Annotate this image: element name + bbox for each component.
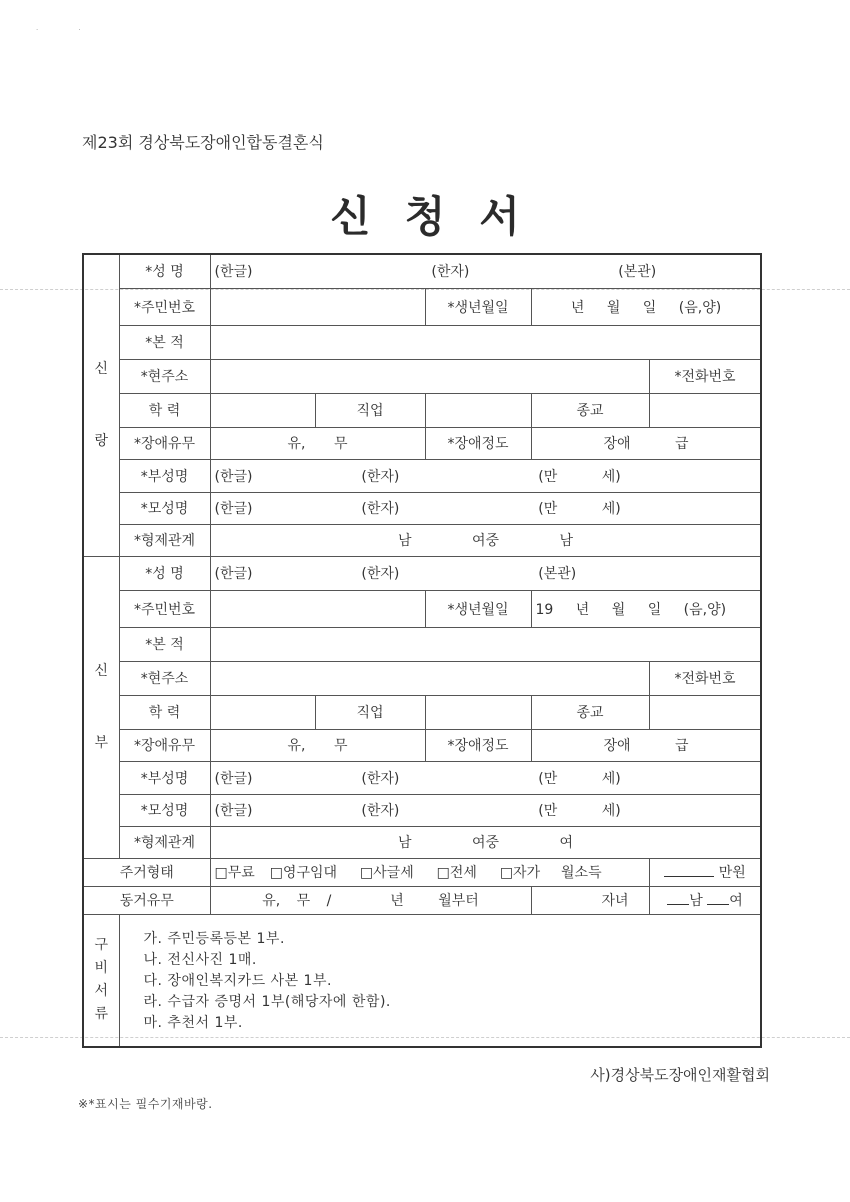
- organization-name: 사)경상북도장애인재활협회: [590, 1066, 770, 1084]
- documents-label-char: 비: [94, 960, 109, 976]
- event-title: 제23회 경상북도장애인합동결혼식: [82, 133, 324, 152]
- groom-father-field[interactable]: [210, 459, 761, 492]
- groom-father-row: [83, 459, 761, 492]
- housing-option-monthly-rent[interactable]: □사글세: [359, 865, 414, 881]
- bride-religion-label: 종교: [531, 695, 649, 729]
- children-female-label: 여: [729, 893, 743, 909]
- groom-id-label: * 주민번호: [119, 288, 210, 325]
- scan-specks: ··: [36, 26, 121, 34]
- groom-label-char: 랑: [94, 433, 109, 450]
- bride-father-age: (만 세): [538, 770, 621, 787]
- housing-option-permanent-rental[interactable]: □영구임대: [269, 865, 338, 881]
- groom-birth-label: * 생년월일: [425, 288, 531, 325]
- bride-father-hanja: (한자): [361, 770, 400, 787]
- bride-edu-label: 학 력: [119, 695, 210, 729]
- bride-sibling-row: [83, 826, 761, 858]
- children-male-label: 남: [689, 893, 703, 909]
- documents-list-item: 나. 전신사진 1매.: [143, 951, 257, 968]
- groom-mother-field[interactable]: [210, 492, 761, 524]
- groom-grade-label: * 장애정도: [425, 427, 531, 459]
- groom-name-hangul: (한글): [214, 264, 253, 281]
- groom-disability-label: * 장애유무: [119, 427, 210, 459]
- documents-list: [119, 914, 761, 1047]
- children-label: 자녀: [531, 886, 649, 914]
- cohabit-label: 동거유무: [83, 886, 210, 914]
- cohabit-since: 년 월부터: [390, 893, 479, 909]
- cohabit-row: [83, 886, 761, 914]
- income-unit: 만원: [718, 865, 746, 881]
- groom-sibling-label: * 형제관계: [119, 524, 210, 556]
- documents-list-item: 다. 장애인복지카드 사본 1부.: [143, 972, 332, 989]
- groom-mother-hanja: (한자): [361, 501, 400, 517]
- groom-name-row: [83, 254, 761, 288]
- housing-options: [210, 858, 649, 886]
- groom-mother-row: [83, 492, 761, 524]
- bride-name-origin: (본관): [538, 566, 577, 582]
- bride-job-field[interactable]: [425, 695, 531, 729]
- groom-name-hanja: (한자): [431, 264, 470, 281]
- bride-sibling-label: * 형제관계: [119, 826, 210, 858]
- documents-label-char: 서: [94, 983, 109, 999]
- groom-religion-label: 종교: [531, 393, 649, 427]
- housing-option-owned[interactable]: □자가: [499, 865, 541, 881]
- bride-mother-row: [83, 794, 761, 826]
- documents-label-char: 구: [94, 937, 109, 953]
- bride-father-label: * 부성명: [119, 761, 210, 794]
- bride-domicile-label: * 본 적: [119, 627, 210, 661]
- groom-sibling-row: [83, 524, 761, 556]
- groom-address-row: [83, 359, 761, 393]
- cohabit-field[interactable]: [210, 886, 531, 914]
- groom-religion-field[interactable]: [649, 393, 761, 427]
- groom-edu-field[interactable]: [210, 393, 315, 427]
- bride-job-label: 직업: [315, 695, 425, 729]
- required-fields-note: ※*표시는 필수기재바랑.: [78, 1097, 213, 1111]
- groom-address-field[interactable]: [210, 359, 649, 393]
- documents-list-item: 가. 주민등록등본 1부.: [143, 930, 285, 947]
- groom-mother-label: * 모성명: [119, 492, 210, 524]
- children-female-blank[interactable]: [707, 890, 729, 905]
- groom-name-field[interactable]: [210, 254, 761, 288]
- groom-mother-age: (만 세): [538, 501, 621, 517]
- groom-sibling-field[interactable]: 남 여중 남: [210, 524, 761, 556]
- groom-id-row: [83, 288, 761, 325]
- income-field[interactable]: [649, 858, 761, 886]
- groom-label-char: 신: [94, 361, 109, 378]
- bride-mother-hanja: (한자): [361, 803, 400, 819]
- bride-name-label: * 성 명: [119, 556, 210, 590]
- bride-birth-label: * 생년월일: [425, 590, 531, 627]
- bride-disability-field[interactable]: 유, 무: [210, 729, 425, 761]
- bride-label-char: 신: [94, 663, 109, 679]
- groom-name-origin: (본관): [618, 264, 657, 281]
- bride-name-hangul: (한글): [214, 566, 253, 582]
- bride-father-hangul: (한글): [214, 770, 253, 787]
- bride-disability-row: [83, 729, 761, 761]
- bride-domicile-row: [83, 627, 761, 661]
- groom-edu-row: [83, 393, 761, 427]
- bride-mother-hangul: (한글): [214, 803, 253, 819]
- children-male-blank[interactable]: [667, 890, 689, 905]
- bride-grade-label: * 장애정도: [425, 729, 531, 761]
- housing-option-jeonse[interactable]: □전세: [436, 865, 477, 881]
- children-field[interactable]: [649, 886, 761, 914]
- bride-birth-field[interactable]: 19 년 월 일 (음,양): [531, 590, 761, 627]
- bride-sibling-field[interactable]: 남 여중 여: [210, 826, 761, 858]
- groom-name-label: * 성 명: [119, 254, 210, 288]
- groom-domicile-row: [83, 325, 761, 359]
- income-label: 월소득: [561, 865, 602, 881]
- income-blank[interactable]: [664, 862, 714, 877]
- bride-label-char: 부: [94, 735, 109, 751]
- bride-mother-field[interactable]: [210, 794, 761, 826]
- documents-row: [83, 914, 761, 1047]
- documents-list-item: 라. 수급자 증명서 1부(해당자에 한함).: [143, 993, 391, 1010]
- documents-list-item: 마. 추천서 1부.: [143, 1014, 243, 1031]
- groom-grade-field[interactable]: 장애 급: [531, 427, 761, 459]
- groom-father-hangul: (한글): [214, 468, 253, 485]
- bride-id-field[interactable]: [210, 590, 425, 627]
- groom-section-label: [83, 254, 119, 556]
- groom-father-age: (만 세): [538, 468, 621, 485]
- groom-edu-label: 학 력: [119, 393, 210, 427]
- bride-address-field[interactable]: [210, 661, 649, 695]
- bride-edu-row: [83, 695, 761, 729]
- cohabit-value: 유, 무 /: [262, 893, 332, 909]
- bride-domicile-field[interactable]: [210, 627, 761, 661]
- bride-father-field[interactable]: [210, 761, 761, 794]
- bride-address-row: [83, 661, 761, 695]
- groom-domicile-field[interactable]: [210, 325, 761, 359]
- bride-grade-field[interactable]: 장애 급: [531, 729, 761, 761]
- bride-phone-label: * 전화번호: [649, 661, 761, 695]
- groom-job-label: 직업: [315, 393, 425, 427]
- bride-mother-label: * 모성명: [119, 794, 210, 826]
- document-title: 신청서: [330, 192, 554, 241]
- groom-job-field[interactable]: [425, 393, 531, 427]
- bride-id-row: [83, 590, 761, 627]
- groom-birth-field[interactable]: 년 월 일 (음,양): [531, 288, 761, 325]
- groom-mother-hangul: (한글): [214, 501, 253, 517]
- documents-label-char: 류: [94, 1006, 109, 1022]
- bride-mother-age: (만 세): [538, 803, 621, 819]
- groom-id-field[interactable]: [210, 288, 425, 325]
- bride-disability-label: * 장애유무: [119, 729, 210, 761]
- groom-address-label: * 현주소: [119, 359, 210, 393]
- bride-religion-field[interactable]: [649, 695, 761, 729]
- groom-domicile-label: * 본 적: [119, 325, 210, 359]
- housing-row: [83, 858, 761, 886]
- bride-id-label: * 주민번호: [119, 590, 210, 627]
- bride-name-row: [83, 556, 761, 590]
- housing-label: 주거형태: [83, 858, 210, 886]
- housing-option-free[interactable]: □무료: [214, 865, 255, 881]
- bride-edu-field[interactable]: [210, 695, 315, 729]
- bride-name-field[interactable]: [210, 556, 761, 590]
- groom-father-label: * 부성명: [119, 459, 210, 492]
- bride-section-label: [83, 556, 119, 858]
- application-form: [82, 253, 762, 1048]
- groom-phone-label: * 전화번호: [649, 359, 761, 393]
- bride-father-row: [83, 761, 761, 794]
- groom-disability-field[interactable]: 유, 무: [210, 427, 425, 459]
- groom-disability-row: [83, 427, 761, 459]
- documents-section-label: [83, 914, 119, 1047]
- bride-name-hanja: (한자): [361, 566, 400, 582]
- groom-father-hanja: (한자): [361, 468, 400, 485]
- bride-address-label: * 현주소: [119, 661, 210, 695]
